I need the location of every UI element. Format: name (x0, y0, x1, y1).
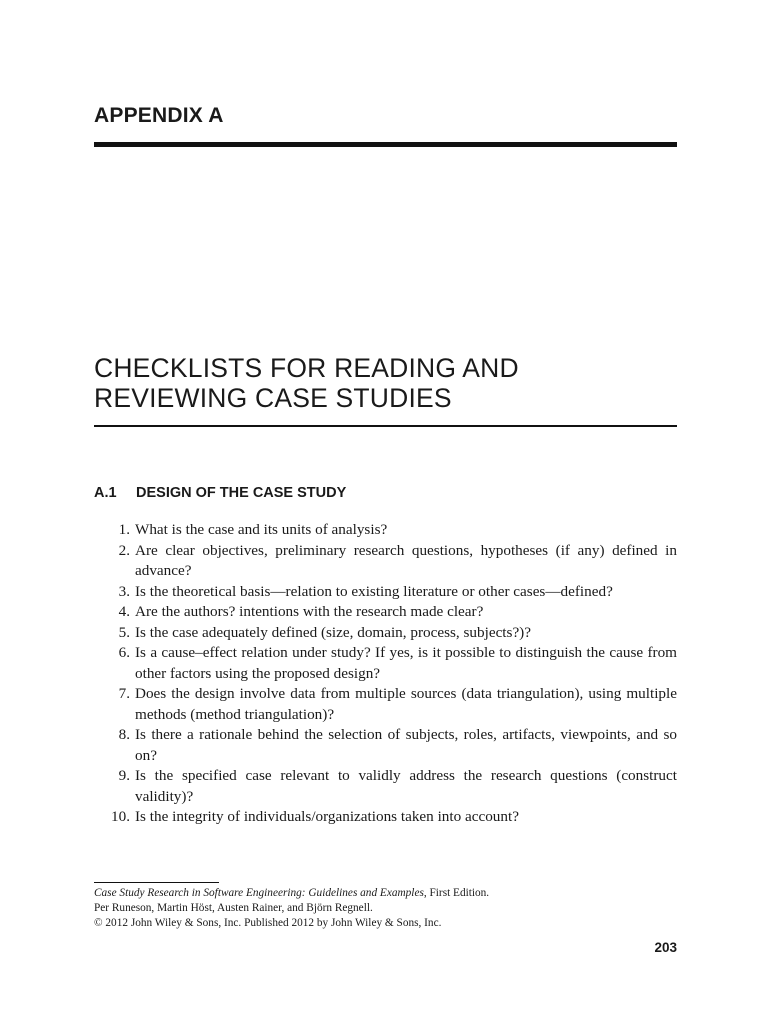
item-number: 2. (118, 541, 130, 559)
checklist-item (94, 643, 677, 684)
item-text: Does the design involve data from multiple sources (data triangulation), using multiple methods (method triangulation)? (135, 685, 677, 723)
item-text: Is the case adequately defined (size, domain, process, subjects?)? (135, 623, 531, 641)
item-text: Is the integrity of individuals/organizations taken into account? (135, 808, 519, 825)
checklist-item (94, 582, 677, 603)
checklist-item (94, 602, 677, 623)
item-text: Is a cause–effect relation under study? If yes, is it possible to distinguish the cause from other factors using the proposed design? (135, 644, 677, 682)
item-number: 7. (118, 685, 130, 702)
section-title: DESIGN OF THE CASE STUDY (136, 485, 347, 501)
page-number: 203 (654, 940, 677, 955)
checklist-item (94, 623, 677, 644)
header-rule (94, 142, 677, 147)
item-number: 1. (118, 521, 130, 538)
item-number: 3. (118, 582, 130, 600)
book-title: Case Study Research in Software Engineering: Guidelines and Examples (94, 887, 424, 899)
item-number: 5. (118, 623, 130, 641)
chapter-title-line-2: REVIEWING CASE STUDIES (94, 383, 452, 413)
book-edition: , First Edition. (423, 887, 490, 899)
checklist-item (94, 541, 677, 582)
item-number: 10. (111, 808, 130, 825)
checklist-item (94, 684, 677, 725)
footnote-authors: Per Runeson, Martin Höst, Austen Rainer, and Björn Regnell. (94, 902, 373, 914)
footnote-copyright: © 2012 John Wiley & Sons, Inc. Published 2012 by John Wiley & Sons, Inc. (94, 917, 442, 929)
footnote-rule (94, 882, 219, 883)
checklist-item (94, 520, 677, 541)
chapter-title (94, 353, 694, 413)
checklist (94, 520, 677, 828)
item-text: Is the theoretical basis—relation to existing literature or other cases—defined? (135, 582, 613, 600)
section-heading (94, 485, 346, 501)
section-number: A.1 (94, 485, 117, 501)
footnote (94, 886, 489, 931)
chapter-title-line-1: CHECKLISTS FOR READING AND (94, 353, 519, 383)
item-number: 6. (118, 644, 130, 661)
item-number: 4. (118, 603, 130, 620)
item-text: Are clear objectives, preliminary research questions, hypotheses (if any) defined in advance? (135, 541, 677, 579)
checklist-item (94, 725, 677, 766)
appendix-label: APPENDIX A (94, 104, 224, 127)
title-rule (94, 425, 677, 427)
item-text: Is the specified case relevant to validly address the research questions (construct validity)? (135, 767, 677, 805)
item-text: Are the authors? intentions with the research made clear? (135, 603, 484, 620)
item-text: Is there a rationale behind the selection of subjects, roles, artifacts, viewpoints, and so on? (135, 726, 677, 764)
checklist-item (94, 807, 677, 828)
item-text: What is the case and its units of analysis? (135, 521, 388, 538)
item-number: 9. (118, 767, 130, 784)
checklist-item (94, 766, 677, 807)
footnote-citation (94, 886, 489, 901)
item-number: 8. (118, 726, 130, 743)
